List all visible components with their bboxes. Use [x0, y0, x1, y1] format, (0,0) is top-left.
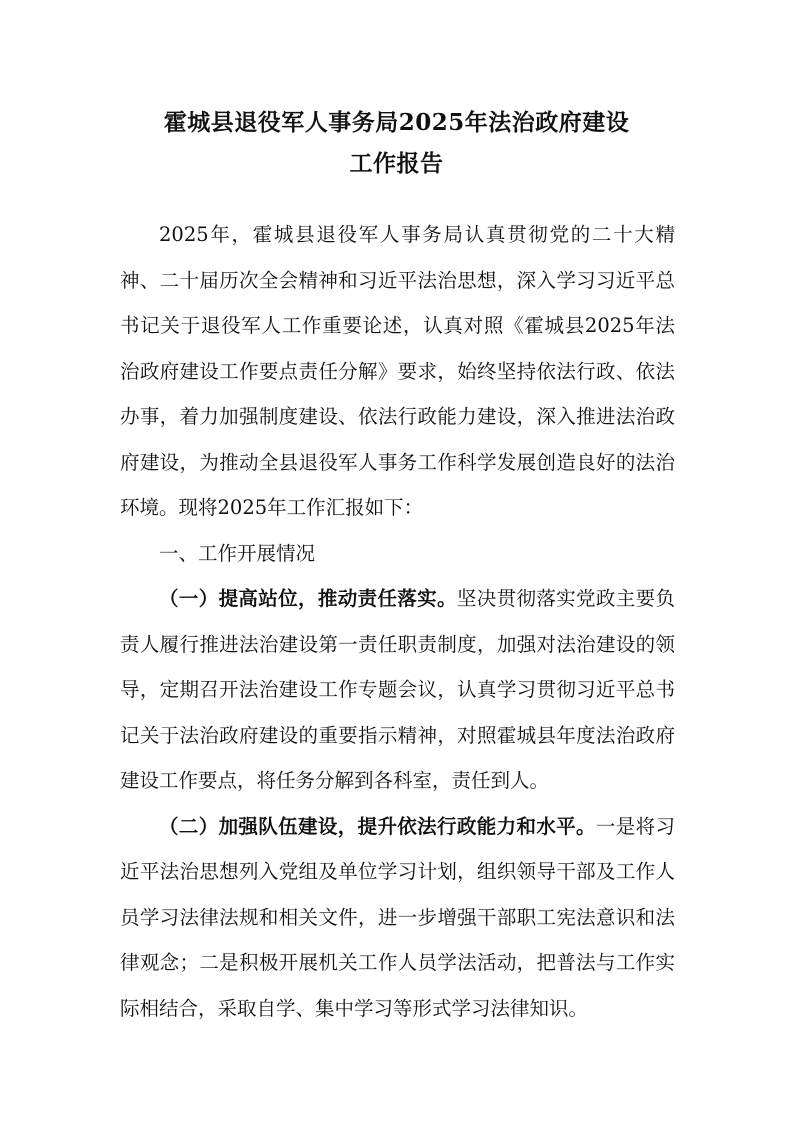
section-heading: 一、工作开展情况: [159, 541, 316, 565]
item1-text: 坚决贯彻落实党政主要负责人履行推进法治建设第一责任职责制度，加强对法治建设的领导，定期召开法治建设工作专题会议，认真学习贯彻习近平总书记关于法治政府建设的重要指示精神，对照霍城县年度法治政府建设工作要点，将任务分解到各科室，责任到人。: [120, 587, 675, 792]
item1-lead: （一）提高站位，推动责任落实。: [159, 587, 457, 610]
item2-paragraph: [120, 804, 675, 1032]
report-title-line1: 霍城县退役军人事务局2025年法治政府建设: [163, 109, 630, 136]
item1-paragraph: [120, 576, 675, 804]
item2-text: 一是将习近平法治思想列入党组及单位学习计划，组织领导干部及工作人员学习法律法规和相关文件，进一步增强干部职工宪法意识和法律观念；二是积极开展机关工作人员学法活动，把普法与工作实际相结合，采取自学、集中学习等形式学习法律知识。: [120, 814, 675, 1020]
item2-lead: （二）加强队伍建设，提升依法行政能力和水平。: [159, 814, 596, 838]
report-body: [120, 212, 675, 1031]
report-title-line2: 工作报告: [349, 150, 444, 177]
intro-paragraph: 2025年，霍城县退役军人事务局认真贯彻党的二十大精神、二十届历次全会精神和习近平法治思想，深入学习习近平总书记关于退役军人工作重要论述，认真对照《霍城县2025年法治政府建设工作要点责任分解》要求，始终坚持依法行政、依法办事，着力加强制度建设、依法行政能力建设，深入推进法治政府建设，为推动全县退役军人事务工作科学发展创造良好的法治环境。现将2025年工作汇报如下：: [120, 223, 675, 519]
